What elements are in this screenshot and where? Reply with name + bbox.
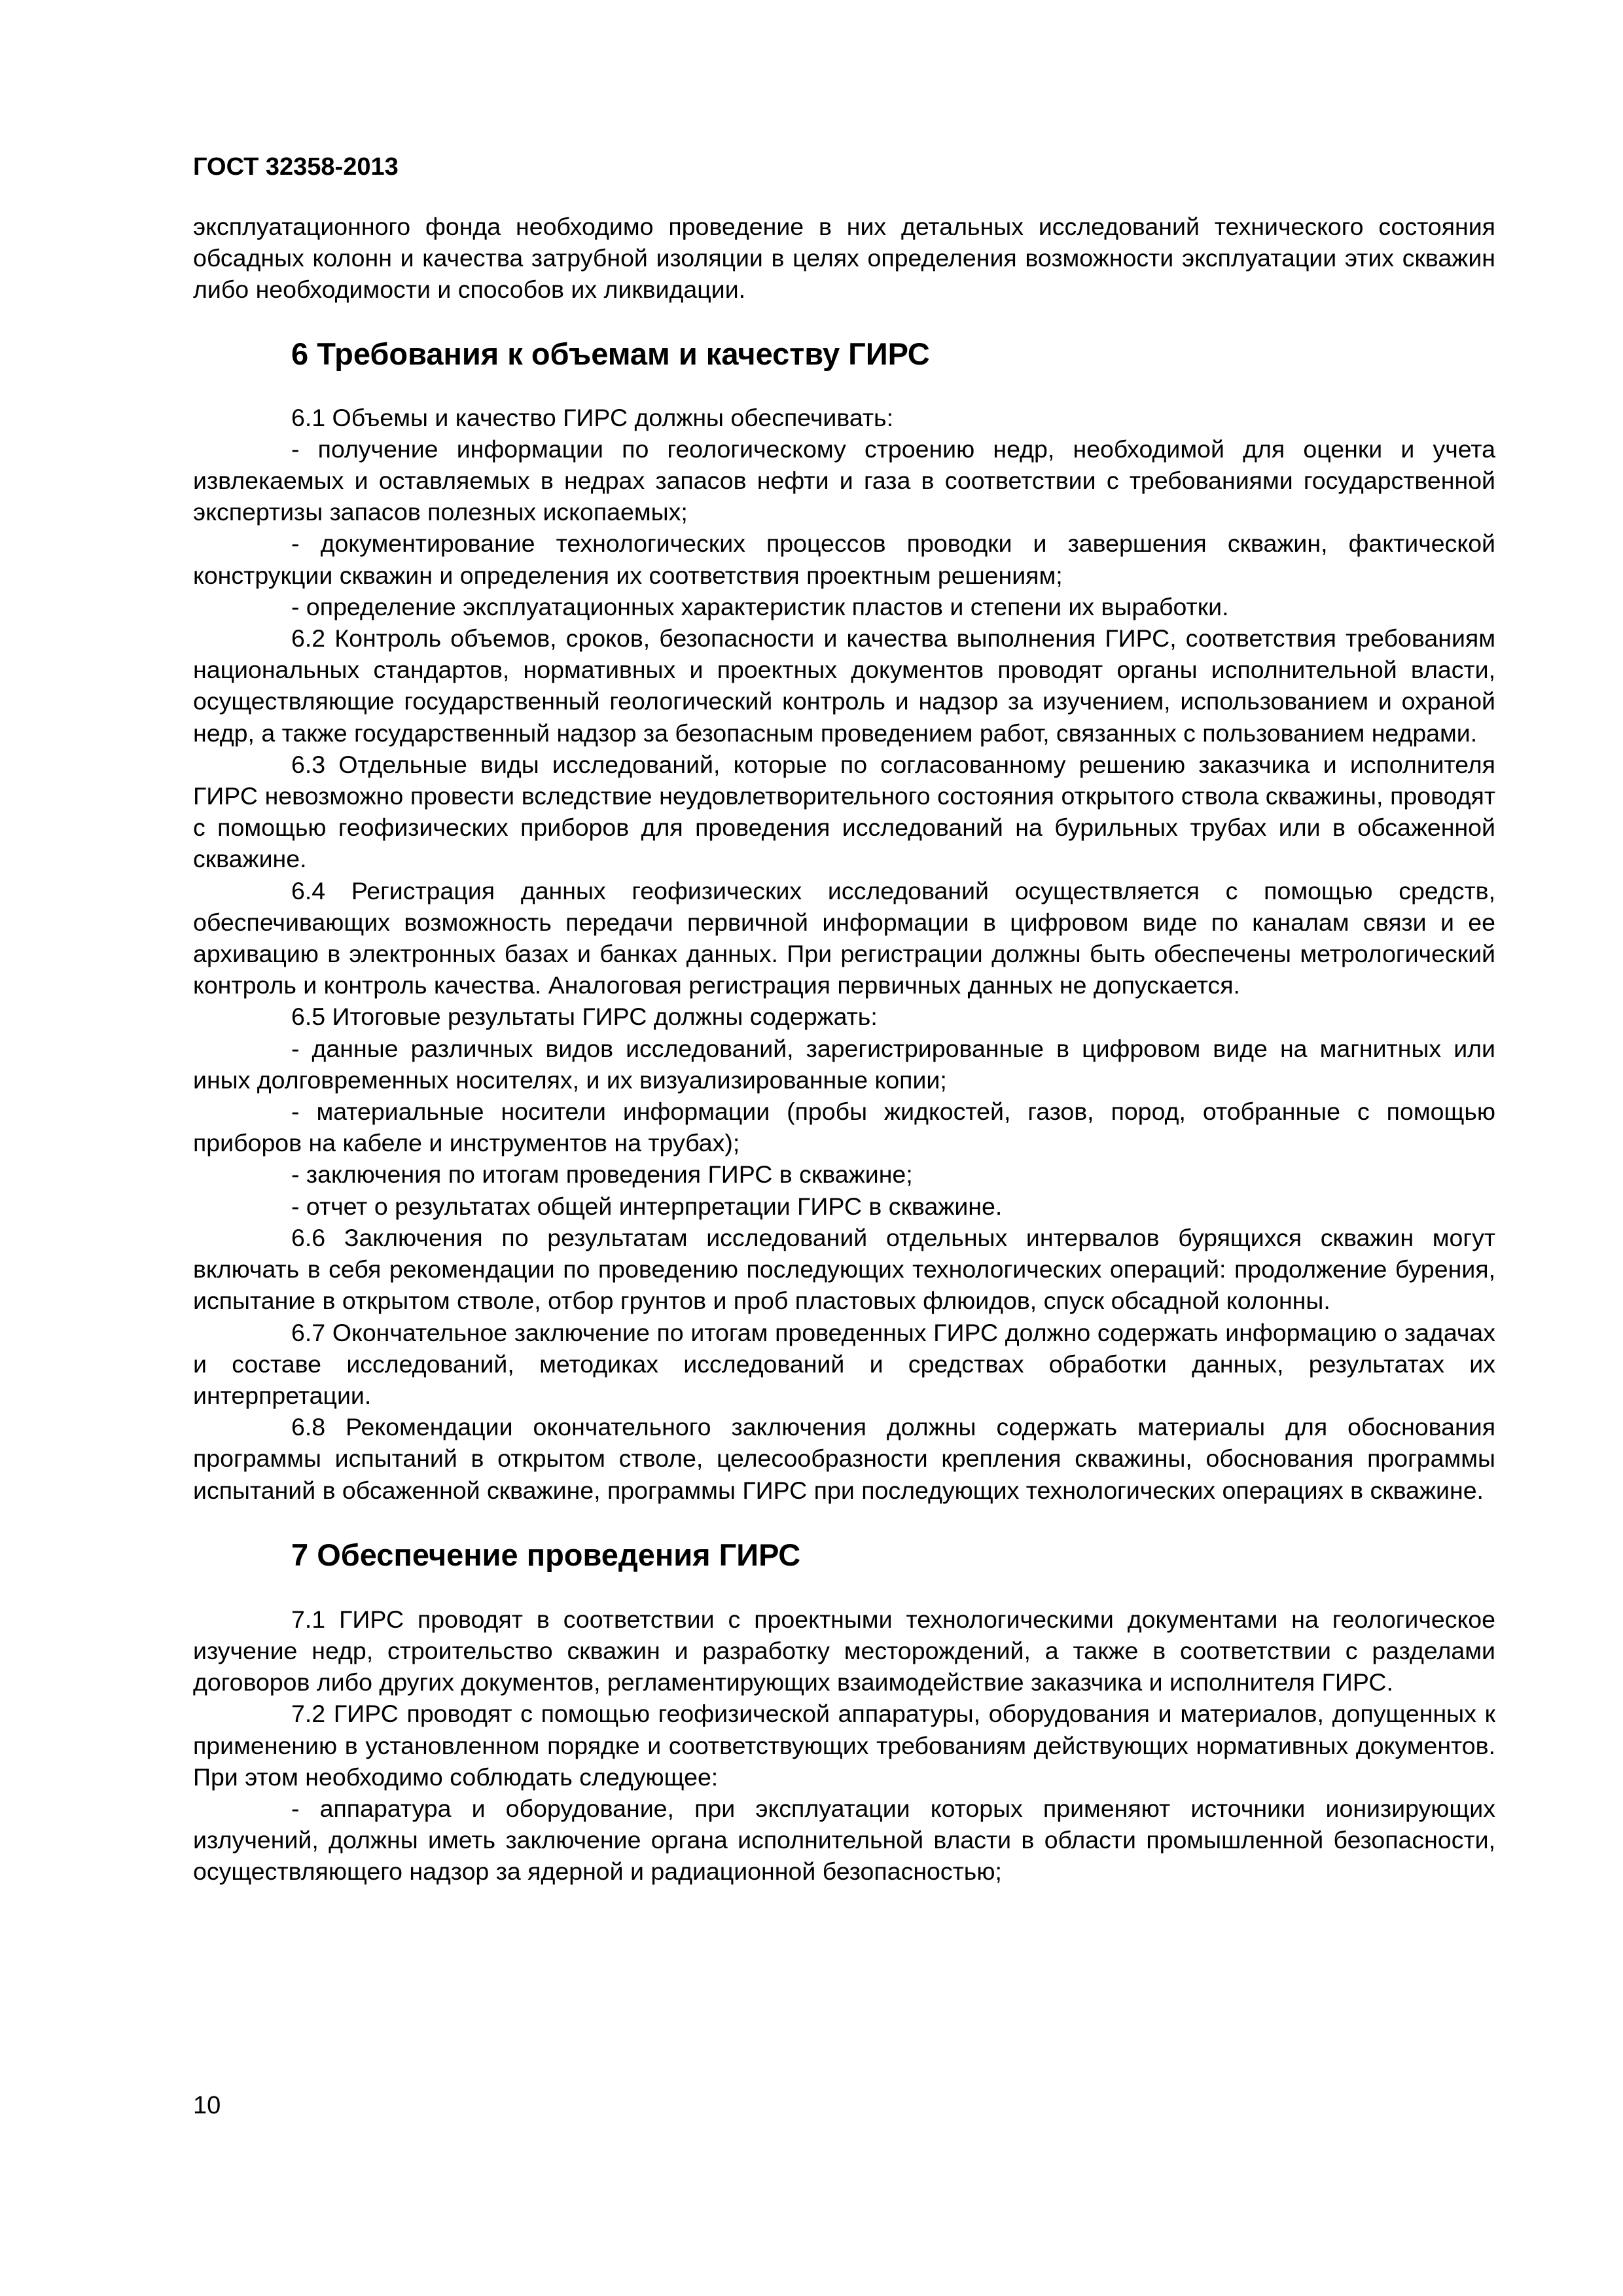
paragraph-6-2: 6.2 Контроль объемов, сроков, безопасности и качества выполнения ГИРС, соответствия требованиям национальных стандартов, нормативных и проектных документов проводят органы исполнительной власти, осуществляющие государственный геологический контроль и надзор за изучением, использованием и охраной недр, а также государственный надзор за безопасным проведением работ, связанных с пользованием недрами. (193, 624, 1495, 747)
list-item: - определение эксплуатационных характеристик пластов и степени их выработки. (291, 592, 1229, 620)
list-item: - отчет о результатах общей интерпретации ГИРС в скважине. (291, 1192, 1003, 1220)
paragraph-6-3: 6.3 Отдельные виды исследований, которые по согласованному решению заказчика и исполнителя ГИРС невозможно провести вследствие неудовлетворительного состояния открытого ствола скважины, проводят с помощью геофизических приборов для проведения исследований на бурильных трубах или в обсаженной скважине. (193, 750, 1495, 873)
list-item: - аппаратура и оборудование, при эксплуатации которых применяют источники ионизирующих излучений, должны иметь заключение органа исполнительной власти в области промышленной безопасности, осуществляющего надзор за ядерной и радиационной безопасностью; (193, 1794, 1495, 1886)
paragraph-7-1: 7.1 ГИРС проводят в соответствии с проектными технологическими документами на геологическое изучение недр, строительство скважин и разработку месторождений, а также в соответствии с разделами договоров либо других документов, регламентирующих взаимодействие заказчика и исполнителя ГИРС. (193, 1605, 1495, 1696)
page-body (193, 211, 1495, 1888)
list-item: - материальные носители информации (пробы жидкостей, газов, пород, отобранные с помощью приборов на кабеле и инструментов на трубах); (193, 1098, 1495, 1157)
list-item: - заключения по итогам проведения ГИРС в скважине; (291, 1160, 913, 1189)
list-item: - получение информации по геологическому строению недр, необходимой для оценки и учета извлекаемых и оставляемых в недрах запасов нефти и газа в соответствии с требованиями государственной экспертизы запасов полезных ископаемых; (193, 435, 1495, 526)
section-6-title: 6 Требования к объемам и качеству ГИРС (291, 336, 930, 371)
continuation-paragraph: эксплуатационного фонда необходимо проведение в них детальных исследований технического состояния обсадных колонн и качества затрубной изоляции в целях определения возможности эксплуатации этих скважин либо необходимости и способов их ликвидации. (193, 213, 1495, 304)
list-item: - документирование технологических процессов проводки и завершения скважин, фактической конструкции скважин и определения их соответствия проектным решениям; (193, 529, 1495, 589)
paragraph-6-4: 6.4 Регистрация данных геофизических исследований осуществляется с помощью средств, обеспечивающих возможность передачи первичной информации в цифровом виде по каналам связи и ее архивацию в электронных базах и банках данных. При регистрации должны быть обеспечены метрологический контроль и контроль качества. Аналоговая регистрация первичных данных не допускается. (193, 876, 1495, 999)
paragraph-7-2: 7.2 ГИРС проводят с помощью геофизической аппаратуры, оборудования и материалов, допущенных к применению в установленном порядке и соответствующих требованиям действующих нормативных документов. При этом необходимо соблюдать следующее: (193, 1700, 1495, 1791)
section-6-body (193, 402, 1495, 1506)
paragraph-6-8: 6.8 Рекомендации окончательного заключения должны содержать материалы для обоснования программы испытаний в открытом стволе, целесообразности крепления скважины, обоснования программы испытаний в обсаженной скважине, программы ГИРС при последующих технологических операциях в скважине. (193, 1413, 1495, 1504)
list-item: - данные различных видов исследований, зарегистрированные в цифровом виде на магнитных или иных долговременных носителях, и их визуализированные копии; (193, 1034, 1495, 1094)
paragraph-6-5: 6.5 Итоговые результаты ГИРС должны содержать: (291, 1003, 878, 1031)
document-code-header: ГОСТ 32358-2013 (193, 153, 399, 181)
paragraph-6-7: 6.7 Окончательное заключение по итогам проведенных ГИРС должно содержать информацию о задачах и составе исследований, методиках исследований и средствах обработки данных, результатах их интерпретации. (193, 1318, 1495, 1409)
page-number: 10 (193, 2092, 221, 2119)
paragraph-6-1: 6.1 Объемы и качество ГИРС должны обеспечивать: (291, 403, 894, 431)
section-7-body (193, 1604, 1495, 1888)
section-7-title: 7 Обеспечение проведения ГИРС (291, 1537, 801, 1572)
paragraph-6-6: 6.6 Заключения по результатам исследований отдельных интервалов бурящихся скважин могут включать в себя рекомендации по проведению последующих технологических операций: продолжение бурения, испытание в открытом стволе, отбор грунтов и проб пластовых флюидов, спуск обсадной колонны. (193, 1223, 1495, 1315)
